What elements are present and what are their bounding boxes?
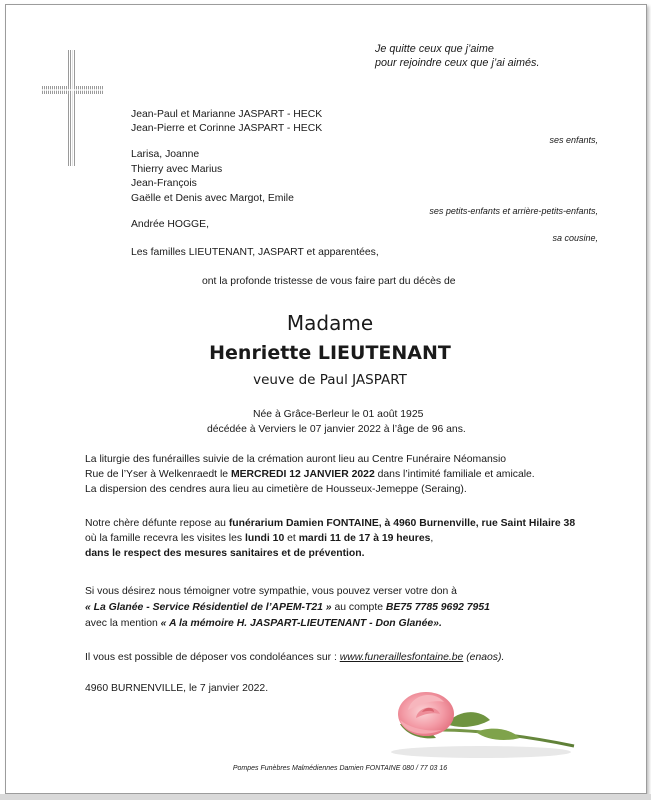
visitation-line-3: dans le respect des mesures sanitaires et de prévention. (85, 548, 365, 559)
child-2: Jean-Pierre et Corinne JASPART - HECK (131, 123, 323, 134)
funeral-home-address: funérarium Damien FONTAINE, à 4960 Burnenville, rue Saint Hilaire 38 (228, 518, 576, 529)
grandchild-1: Larisa, Joanne (131, 149, 200, 160)
quote-line-2: pour rejoindre ceux que j’ai aimés. (375, 57, 540, 69)
quote-line-1: Je quitte ceux que j’aime (375, 43, 494, 55)
deceased-title: Madame (286, 311, 374, 335)
bottom-scrollbar-strip (0, 794, 651, 800)
condolences-link[interactable]: www.funeraillesfontaine.be (339, 652, 464, 663)
birth-info: Née à Grâce-Berleur le 01 août 1925 (253, 409, 424, 420)
funeral-date: MERCREDI 12 JANVIER 2022 (230, 469, 375, 480)
place-date: 4960 BURNENVILLE, le 7 janvier 2022. (85, 683, 269, 694)
rose-image (386, 680, 576, 760)
donation-line-1: Si vous désirez nous témoigner votre sympathie, vous pouvez verser votre don à (85, 586, 457, 597)
families: Les familles LIEUTENANT, JASPART et apparentées, (131, 247, 379, 258)
grandchildren-role: ses petits-enfants et arrière-petits-enfants, (429, 206, 598, 216)
grandchild-3: Jean-François (131, 178, 197, 189)
cousin: Andrée HOGGE, (131, 219, 209, 230)
announcement: ont la profonde tristesse de vous faire part du décès de (202, 276, 456, 287)
cousin-role: sa cousine, (552, 233, 598, 243)
deceased-widow-of: veuve de Paul JASPART (253, 372, 407, 388)
donation-line-3: avec la mention « A la mémoire H. JASPART-LIEUTENANT - Don Glanée». (85, 618, 442, 629)
death-info: décédée à Verviers le 07 janvier 2022 à l’âge de 96 ans. (207, 424, 466, 435)
footer-funeral-home: Pompes Funèbres Malmédiennes Damien FONTAINE 080 / 77 03 16 (232, 765, 448, 772)
children-role: ses enfants, (549, 135, 598, 145)
grandchild-4: Gaëlle et Denis avec Margot, Emile (131, 193, 294, 204)
visitation-line-1: Notre chère défunte repose au funérarium Damien FONTAINE, à 4960 Burnenville, rue Saint Hilaire 38 (85, 518, 576, 529)
visitation-line-2: où la famille recevra les visites les lundi 10 et mardi 11 de 17 à 19 heures, (85, 533, 434, 544)
deceased-name: Henriette LIEUTENANT (209, 342, 451, 364)
condolences-line: Il vous est possible de déposer vos condoléances sur : www.funeraillesfontaine.be (enaos). (85, 652, 505, 663)
bank-account: BE75 7785 9692 7951 (385, 602, 490, 613)
funeral-line-2: Rue de l’Yser à Welkenraedt le MERCREDI 12 JANVIER 2022 dans l’intimité familiale et amicale. (85, 469, 535, 480)
cross-icon (40, 48, 106, 168)
grandchild-2: Thierry avec Marius (131, 164, 223, 175)
funeral-line-1: La liturgie des funérailles suivie de la crémation auront lieu au Centre Funéraire Néomansio (85, 454, 507, 465)
funeral-line-3: La dispersion des cendres aura lieu au cimetière de Housseux-Jemeppe (Seraing). (85, 484, 467, 495)
child-1: Jean-Paul et Marianne JASPART - HECK (131, 109, 323, 120)
donation-line-2: « La Glanée - Service Résidentiel de l’APEM-T21 » au compte BE75 7785 9692 7951 (85, 602, 490, 613)
